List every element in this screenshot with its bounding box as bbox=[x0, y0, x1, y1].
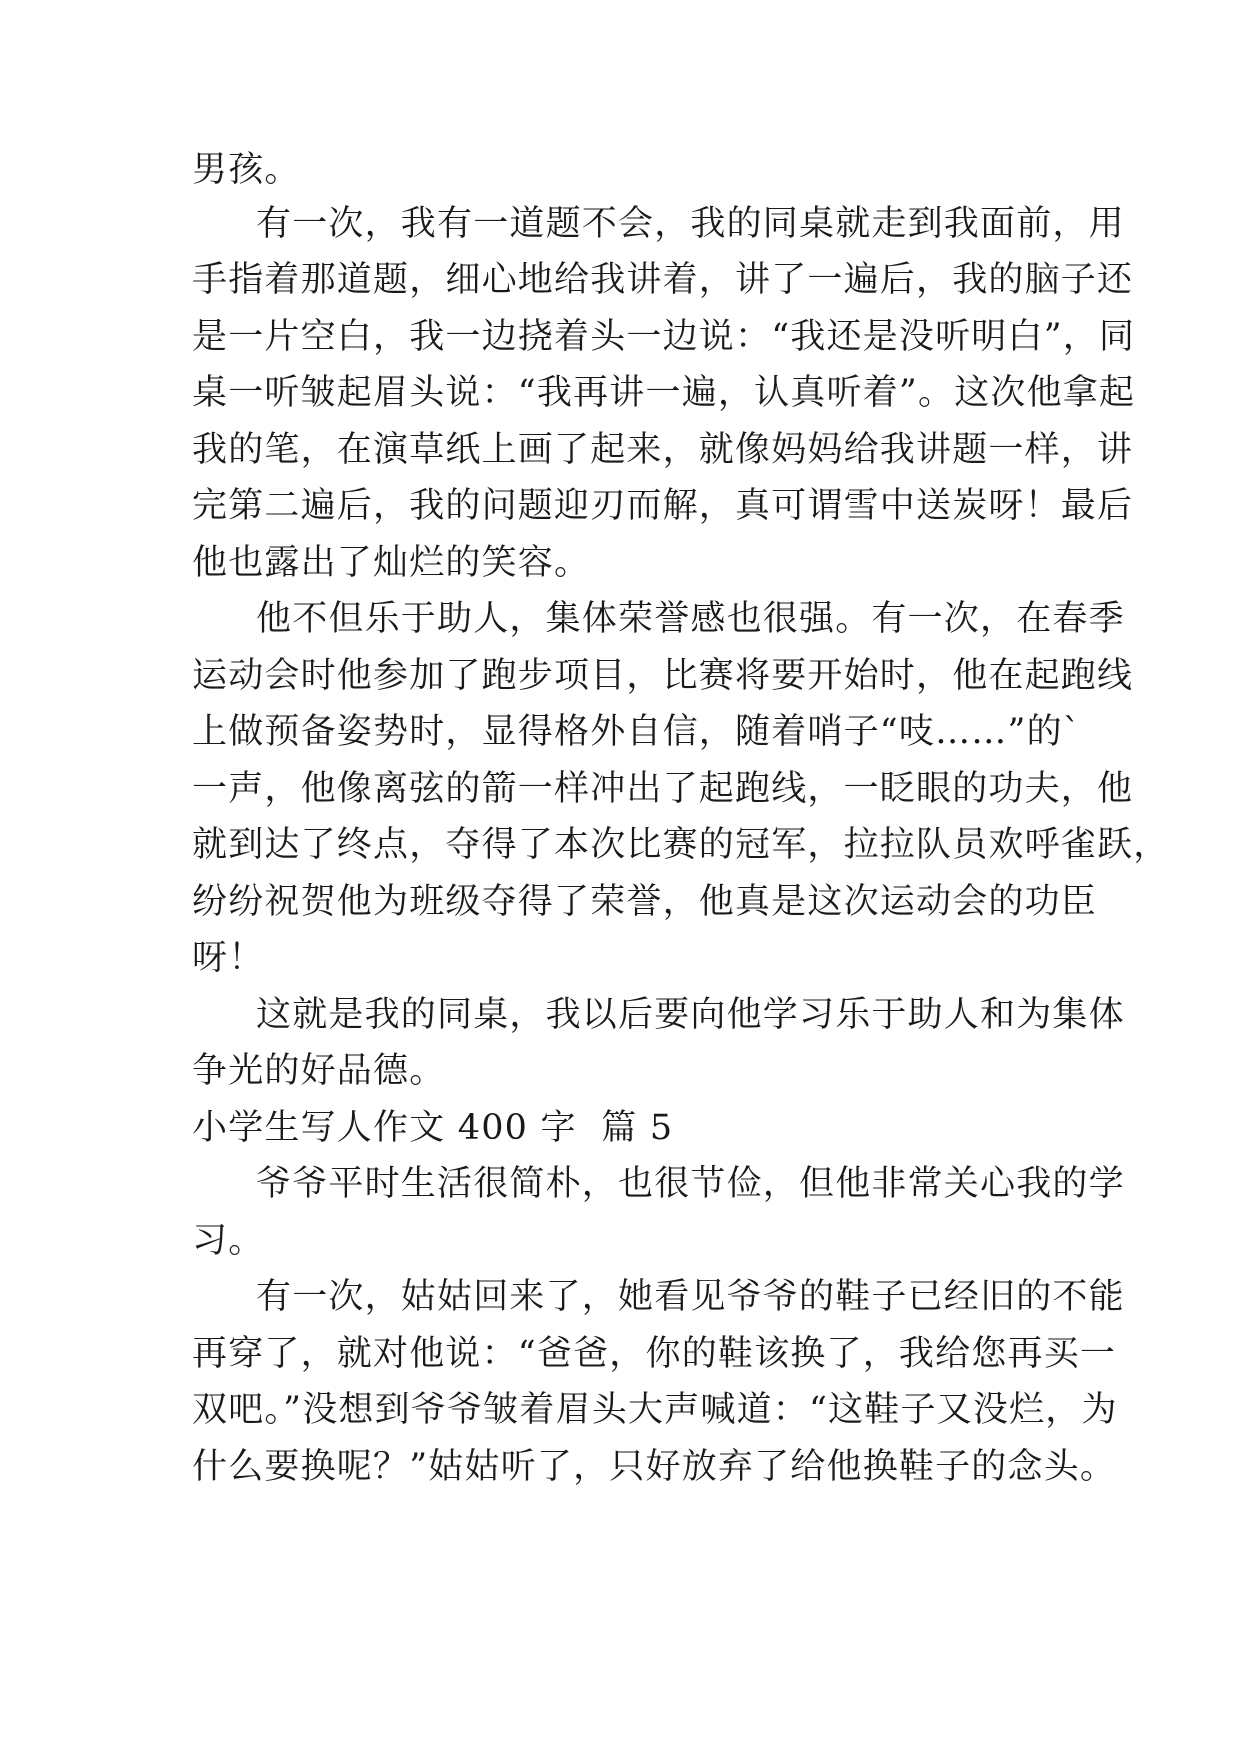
paragraph-first-line: 有一次，我有一道题不会，我的同桌就走到我面前，用 bbox=[256, 204, 1125, 244]
text-line: 完第二遍后，我的问题迎刃而解，真可谓雪中送炭呀！最后 bbox=[192, 486, 1134, 526]
text-line: 就到达了终点，夺得了本次比赛的冠军，拉拉队员欢呼雀跃， bbox=[192, 825, 1170, 865]
paragraph-first-line: 这就是我的同桌，我以后要向他学习乐于助人和为集体 bbox=[256, 995, 1125, 1035]
text-line: 争光的好品德。 bbox=[192, 1051, 446, 1091]
text-line: 我的笔，在演草纸上画了起来，就像妈妈给我讲题一样，讲 bbox=[192, 430, 1134, 470]
text-line: 上做预备姿势时，显得格外自信，随着哨子“吱……”的` bbox=[192, 712, 1082, 752]
text-line: 手指着那道题，细心地给我讲着，讲了一遍后，我的脑子还 bbox=[192, 260, 1134, 300]
text-line: 男孩。 bbox=[192, 150, 301, 190]
paragraph-first-line: 他不但乐于助人，集体荣誉感也很强。有一次，在春季 bbox=[256, 599, 1125, 639]
paragraph-first-line: 爷爷平时生活很简朴，也很节俭，但他非常关心我的学 bbox=[256, 1164, 1125, 1204]
text-line: 呀！ bbox=[192, 938, 265, 978]
paragraph-first-line: 有一次，姑姑回来了，她看见爷爷的鞋子已经旧的不能 bbox=[256, 1277, 1125, 1317]
text-line: 纷纷祝贺他为班级夺得了荣誉，他真是这次运动会的功臣 bbox=[192, 882, 1098, 922]
text-line: 运动会时他参加了跑步项目，比赛将要开始时，他在起跑线 bbox=[192, 656, 1134, 696]
text-line: 习。 bbox=[192, 1221, 265, 1261]
text-line: 桌一听皱起眉头说：“我再讲一遍，认真听着”。这次他拿起 bbox=[192, 373, 1136, 413]
text-line: 是一片空白，我一边挠着头一边说：“我还是没听明白”，同 bbox=[192, 317, 1136, 357]
section-heading: 小学生写人作文 400 字 篇 5 bbox=[192, 1108, 674, 1148]
text-line: 他也露出了灿烂的笑容。 bbox=[192, 543, 591, 583]
text-line: 双吧。”没想到爷爷皱着眉头大声喊道：“这鞋子又没烂，为 bbox=[192, 1390, 1118, 1430]
text-line: 再穿了，就对他说：“爸爸，你的鞋该换了，我给您再买一 bbox=[192, 1334, 1117, 1374]
text-line: 一声，他像离弦的箭一样冲出了起跑线，一眨眼的功夫，他 bbox=[192, 769, 1134, 809]
text-line: 什么要换呢？”姑姑听了，只好放弃了给他换鞋子的念头。 bbox=[192, 1447, 1117, 1487]
